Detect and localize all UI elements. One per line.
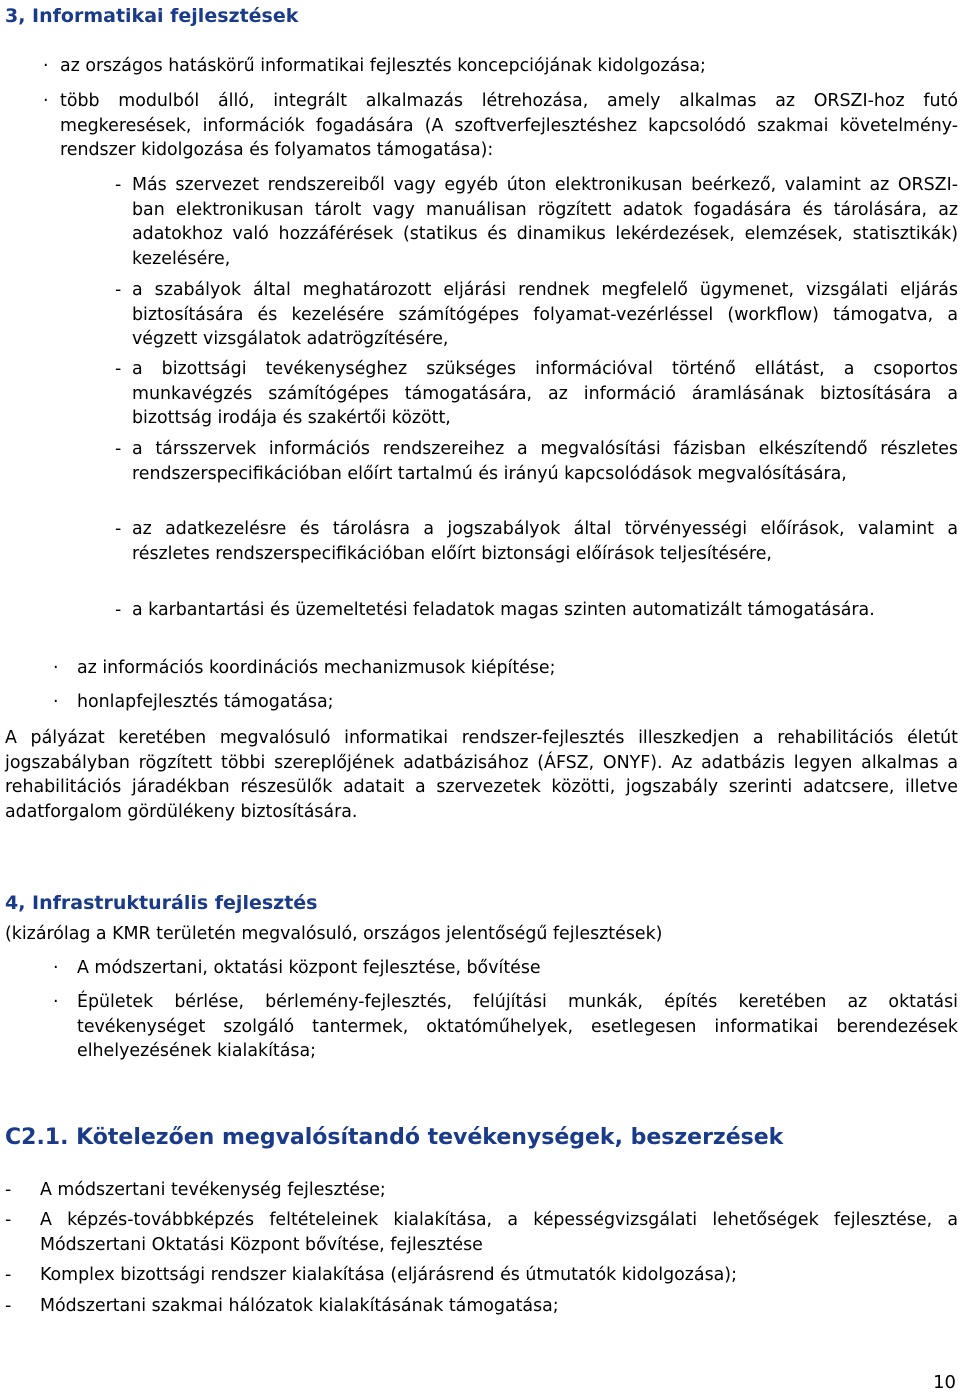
section-c21-item-3: Komplex bizottsági rendszer kialakítása (eljárásrend és útmutatók kidolgozása);: [40, 1265, 737, 1285]
section3-subitem-6: a karbantartási és üzemeltetési feladatok magas szinten automatizált támogatására.: [132, 600, 875, 620]
section4-subtitle: (kizárólag a KMR területén megvalósuló, országos jelentőségű fejlesztések): [5, 924, 663, 944]
bullet-icon: ·: [53, 958, 59, 978]
bullet-icon: ·: [53, 692, 59, 712]
bullet-icon: ·: [43, 91, 49, 111]
dash-marker: -: [115, 175, 122, 195]
section-c21-item-4: Módszertani szakmai hálózatok kialakításának támogatása;: [40, 1296, 559, 1316]
section3-subitem-4: a társszervek információs rendszereihez a megvalósítási fázisban elkészítendő részletes rendszerspecifikációban előírt tartalmú és irányú kapcsolódások megvalósítására,: [132, 439, 958, 484]
section4-item-1: A módszertani, oktatási központ fejlesztése, bővítése: [77, 958, 541, 978]
section3-heading: 3, Informatikai fejlesztések: [5, 5, 299, 27]
section-c21-heading: C2.1. Kötelezően megvalósítandó tevékenységek, beszerzések: [5, 1125, 784, 1150]
dash-marker: -: [5, 1210, 12, 1230]
bullet-icon: ·: [53, 658, 59, 678]
page-number: 10: [933, 1372, 956, 1393]
section4-item-2: Épületek bérlése, bérlemény-fejlesztés, felújítási munkák, építés keretében az oktatási tevékenységet szolgáló tantermek, oktatóműhelyek, esetlegesen informatikai berendezések elhelyezésének kialakítása;: [77, 992, 958, 1062]
section-c21-item-2: A képzés-továbbképzés feltételeinek kialakítása, a képességvizsgálati lehetőségek fejlesztése, a Módszertani Oktatási Központ bővítése, fejlesztése: [40, 1210, 958, 1255]
bullet-icon: ·: [43, 56, 49, 76]
dash-marker: -: [5, 1296, 12, 1316]
section3-item-4: honlapfejlesztés támogatása;: [77, 692, 334, 712]
section3-subitem-1: Más szervezet rendszereiből vagy egyéb úton elektronikusan beérkező, valamint az ORSZI-ban elektronikusan tárolt vagy manuálisan rögzített adatok fogadására és tárolására, az adatokhoz való hozzáférések (statikus és dinamikus lekérdezések, elemzések, statisztikák) kezelésére,: [132, 175, 958, 269]
dash-marker: -: [5, 1180, 12, 1200]
dash-marker: -: [115, 519, 122, 539]
section3-subitem-5: az adatkezelésre és tárolásra a jogszabályok által törvényességi előírások, valamint a részletes rendszerspecifikációban előírt biztonsági előírások teljesítésére,: [132, 519, 958, 564]
dash-marker: -: [115, 600, 122, 620]
section3-item-3: az információs koordinációs mechanizmusok kiépítése;: [77, 658, 556, 678]
dash-marker: -: [115, 280, 122, 300]
section4-heading: 4, Infrastrukturális fejlesztés: [5, 892, 318, 914]
section3-subitem-3: a bizottsági tevékenységhez szükséges információval történő ellátást, a csoportos munkavégzés számítógépes támogatására, az információ áramlásának biztosítására a bizottság irodája és szakértői között,: [132, 359, 958, 429]
dash-marker: -: [115, 359, 122, 379]
section3-item-2: több modulból álló, integrált alkalmazás létrehozása, amely alkalmas az ORSZI-hoz futó megkeresések, információk fogadására (A szoftverfejlesztéshez kapcsolódó szakmai követelmény-rendszer kidolgozása és folyamatos támogatása):: [60, 91, 958, 161]
section3-item-1: az országos hatáskörű informatikai fejlesztés koncepciójának kidolgozása;: [60, 56, 706, 76]
section3-subitem-2: a szabályok által meghatározott eljárási rendnek megfelelő ügymenet, vizsgálati eljárás biztosítására és kezelésére számítógépes folyamat-vezérléssel (workflow) támogatva, a végzett vizsgálatok adatrögzítésére,: [132, 280, 958, 350]
section3-paragraph: A pályázat keretében megvalósuló informatikai rendszer-fejlesztés illeszkedjen a rehabilitációs életút jogszabályban rögzített többi szereplőjének adatbázisához (ÁFSZ, ONYF). Az adatbázis legyen alkalmas a rehabilitációs járadékban részesülők adatait a szervezetek közötti, jogszabály szerinti adatcsere, illetve adatforgalom gördülékeny biztosítására.: [5, 728, 958, 822]
dash-marker: -: [115, 439, 122, 459]
bullet-icon: ·: [53, 992, 59, 1012]
section-c21-item-1: A módszertani tevékenység fejlesztése;: [40, 1180, 386, 1200]
dash-marker: -: [5, 1265, 12, 1285]
